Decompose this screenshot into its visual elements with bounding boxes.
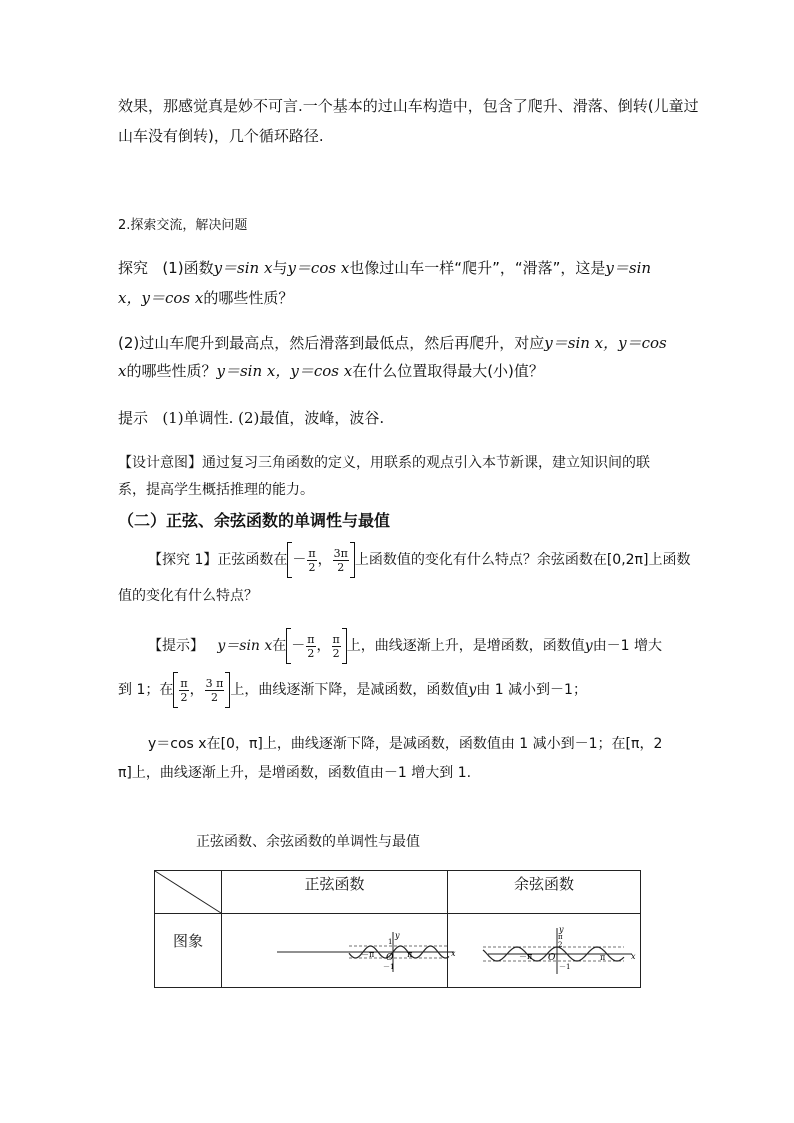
left-bracket-3: [173, 672, 178, 708]
explore-q1-line2: [118, 288, 293, 308]
hint1-line3: y＝cos x在[0，π]上，曲线逐渐下降，是减函数，函数值由 1 减小到－1；在[π，2: [148, 736, 663, 752]
fraction-pi-2-c: $\frac{\pi}{2}$: [332, 632, 340, 660]
hint-text: (1)单调性. (2)最值，波峰，波谷.: [162, 409, 385, 427]
var-y: y: [584, 638, 593, 654]
fraction-pi-2-d: $\frac{\pi}{2}$: [180, 676, 188, 704]
minus-sign-2: －: [291, 638, 306, 654]
fraction-3pi-2-b: $\frac{3 \pi}{2}$: [205, 676, 224, 704]
var-y-2: y: [468, 682, 477, 698]
hint1-text-d: 上，曲线逐渐下降，是减函数，函数值: [230, 682, 469, 698]
sin-one-label: 1: [388, 938, 393, 946]
table-caption: 正弦函数、余弦函数的单调性与最值: [196, 834, 420, 850]
hint1-line1: [148, 628, 662, 664]
cos-x-label: x: [631, 952, 636, 961]
formula-sin-3: y＝sin x: [217, 638, 273, 654]
header-sin: 正弦函数: [222, 871, 448, 914]
part-heading: （二）正弦、余弦函数的单调性与最值: [118, 511, 391, 530]
hint1-line4: π]上，曲线逐渐上升，是增函数，函数值由－1 增大到 1.: [118, 765, 472, 781]
sin-graph-cell: [222, 914, 456, 988]
explore-q2-text-a: (2)过山车爬升到最高点，然后滑落到最低点，然后再爬升，对应: [118, 334, 545, 352]
row-label-graph: 图象: [155, 914, 222, 988]
intro-line-2: 山车没有倒转)，几个循环路径.: [118, 127, 324, 145]
summary-table: [154, 870, 641, 988]
cos-y-label: y: [559, 925, 564, 934]
diagonal-header-cell: [155, 871, 222, 914]
explore-label: 探究: [118, 259, 149, 277]
hint1-line2: [118, 672, 587, 708]
design-line-1: 【设计意图】通过复习三角函数的定义，用联系的观点引入本节新课，建立知识间的联: [118, 455, 650, 471]
sin-negone-label: －1: [383, 963, 395, 971]
hint1-label: 【提示】: [148, 638, 204, 654]
cos-negone-label: －1: [559, 963, 571, 971]
comma-3: ，: [189, 682, 204, 698]
fraction-pi-2-b: $\frac{\pi}{2}$: [307, 632, 315, 660]
explore1-text-b: 上函数值的变化有什么特点？余弦函数在[0,2π]上函数: [354, 552, 691, 568]
explore-q2-text-b: 的哪些性质？: [126, 362, 217, 380]
cos-pi-over-2-num: π: [558, 933, 563, 941]
section-heading: 2.探索交流，解决问题: [118, 218, 248, 233]
hint-label: 提示: [118, 409, 149, 427]
sin-negpi-label: －π: [361, 950, 375, 959]
design-line-2: 系，提高学生概括推理的能力。: [118, 482, 314, 498]
cos-graph-cell: [448, 914, 641, 988]
formula-sin-cos: y＝sin x，y＝cos: [544, 334, 667, 352]
sin-x-label: x: [451, 949, 456, 958]
cos-pi-over-2-den: 2: [558, 941, 563, 949]
formula-sin-cos-2: y＝sin x，y＝cos x: [216, 362, 353, 380]
explore-q1-line1: [118, 258, 651, 278]
explore1-label: 【探究 1】: [148, 552, 218, 568]
hint1-text-c: 到 1；在: [118, 682, 174, 698]
hint1-text-b: 由－1 增大: [592, 638, 663, 654]
explore-q2-line1: [118, 333, 667, 353]
hint-line: [118, 408, 384, 428]
comma: ，: [317, 552, 332, 568]
explore-q2-line2: [118, 361, 544, 381]
explore-q1-text-a: (1)函数: [162, 259, 214, 277]
fraction-pi-2: $\frac{\pi}{2}$: [308, 546, 316, 574]
sin-origin-label: O: [386, 953, 394, 963]
explore1-line2: 值的变化有什么特点？: [118, 588, 258, 604]
intro-line-1: 效果，那感觉真是妙不可言.一个基本的过山车构造中，包含了爬升、滑落、倒转(儿童过: [118, 97, 699, 115]
cos-negpi-label: －π: [519, 952, 533, 961]
explore1-text-a: 正弦函数在: [217, 552, 288, 568]
diagonal-line: [155, 871, 221, 913]
formula-x-2: x: [118, 362, 127, 380]
explore-q2-text-c: 在什么位置取得最大(小)值？: [352, 362, 544, 380]
formula-cos: y＝cos x: [287, 259, 350, 277]
explore-q1-and: 与: [272, 259, 288, 277]
cos-graph: [448, 914, 640, 987]
formula-cos-2: y＝cos x: [141, 289, 204, 307]
cos-origin-label: O: [548, 953, 556, 963]
formula-x: x，: [118, 289, 142, 307]
sin-graph: [222, 914, 456, 987]
fraction-3pi-2: $\frac{3\pi}{2}$: [333, 546, 348, 574]
minus-sign: －: [292, 552, 307, 568]
formula-sin-2: y＝sin: [605, 259, 652, 277]
sin-pi-label: π: [407, 950, 413, 959]
explore-q1-text-c: 的哪些性质？: [203, 289, 294, 307]
explore-q1-text-b: 也像过山车一样“爬升”，“滑落”，这是: [349, 259, 606, 277]
sin-y-label: y: [395, 931, 400, 940]
header-cos: 余弦函数: [448, 871, 641, 914]
hint1-text-a: 上，曲线逐渐上升，是增函数，函数值: [346, 638, 585, 654]
formula-sin: y＝sin x: [213, 259, 273, 277]
hint1-text-e: 由 1 减小到－1；: [476, 682, 587, 698]
cos-pi-label: π: [600, 953, 606, 962]
explore1-line1: [148, 542, 690, 578]
hint1-in: 在: [272, 638, 287, 654]
comma-2: ，: [316, 638, 331, 654]
